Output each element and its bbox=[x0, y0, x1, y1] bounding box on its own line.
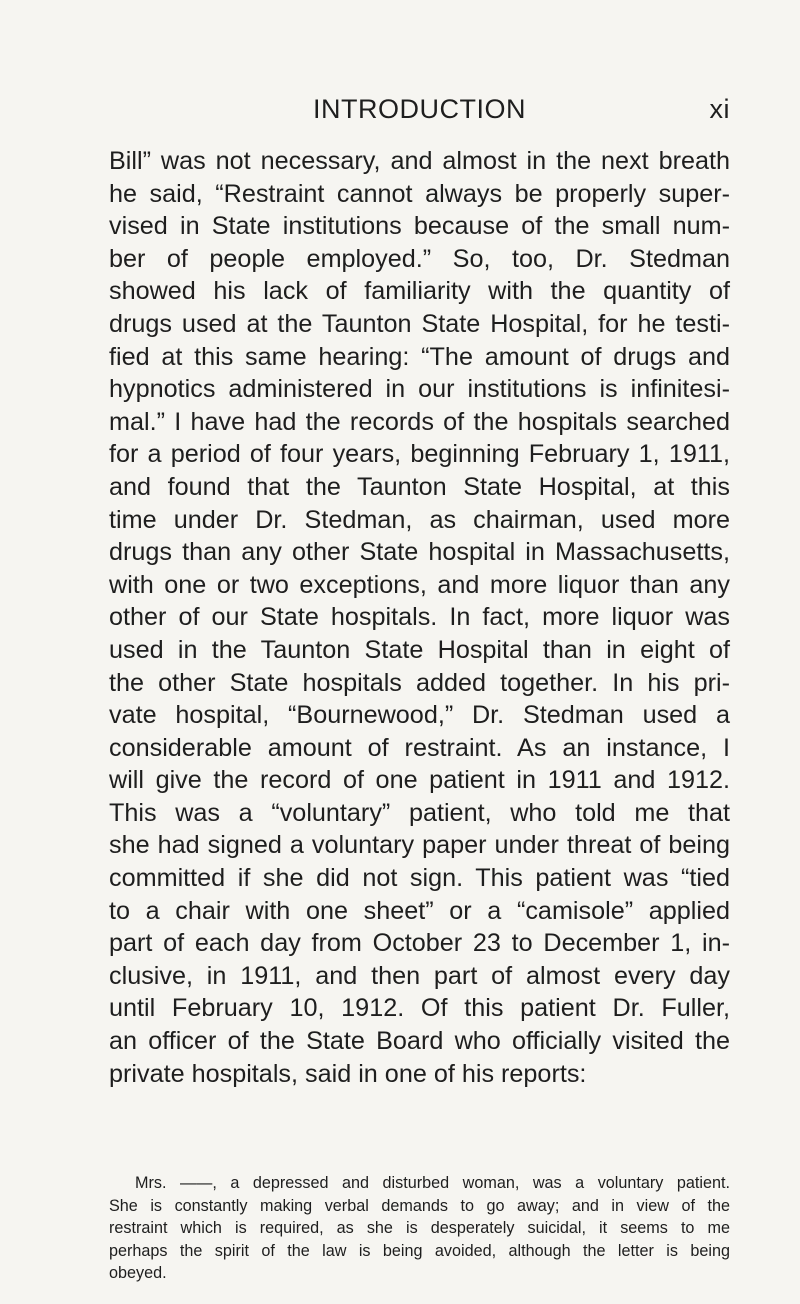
text-line: he said, “Restraint cannot always be properly super- bbox=[109, 179, 730, 208]
excerpt-line: perhaps the spirit of the law is being avoided, although the letter is being bbox=[109, 1241, 730, 1260]
quoted-report-excerpt bbox=[109, 1172, 730, 1285]
excerpt-line: She is constantly making verbal demands to go away; and in view of the bbox=[109, 1196, 730, 1215]
text-line: mal.” I have had the records of the hospitals searched bbox=[109, 407, 730, 436]
excerpt-line: restraint which is required, as she is desperately suicidal, it seems to me bbox=[109, 1219, 730, 1237]
page-number: xi bbox=[709, 94, 730, 124]
text-line: part of each day from October 23 to December 1, in- bbox=[109, 929, 730, 958]
text-line: drugs than any other State hospital in Massachusetts, bbox=[109, 538, 730, 567]
text-line: considerable amount of restraint. As an instance, I bbox=[109, 733, 730, 762]
text-line: clusive, in 1911, and then part of almost every day bbox=[109, 961, 730, 990]
text-line: time under Dr. Stedman, as chairman, used more bbox=[109, 505, 730, 534]
text-line: other of our State hospitals. In fact, more liquor was bbox=[109, 603, 730, 632]
text-line: will give the record of one patient in 1911 and 1912. bbox=[109, 766, 730, 795]
main-text bbox=[109, 145, 730, 1090]
excerpt-line: obeyed. bbox=[109, 1264, 167, 1282]
running-title: INTRODUCTION bbox=[313, 94, 526, 124]
text-line: hypnotics administered in our institutions is infinitesi- bbox=[109, 375, 730, 404]
text-line: for a period of four years, beginning February 1, 1911, bbox=[109, 440, 730, 469]
text-line: This was a “voluntary” patient, who told me that bbox=[109, 798, 730, 827]
text-line: drugs used at the Taunton State Hospital, for he testi- bbox=[109, 309, 730, 338]
text-line: Bill” was not necessary, and almost in the next breath bbox=[109, 147, 730, 175]
text-line: the other State hospitals added together. In his pri- bbox=[109, 668, 730, 697]
text-line: she had signed a voluntary paper under threat of being bbox=[109, 831, 730, 860]
text-line: private hospitals, said in one of his reports: bbox=[109, 1059, 587, 1088]
text-line: fied at this same hearing: “The amount of drugs and bbox=[109, 342, 730, 371]
running-header bbox=[109, 94, 730, 134]
text-line: an officer of the State Board who officially visited the bbox=[109, 1027, 730, 1056]
text-line: vised in State institutions because of the small num- bbox=[109, 212, 730, 241]
text-line: showed his lack of familiarity with the quantity of bbox=[109, 277, 730, 306]
text-line: used in the Taunton State Hospital than in eight of bbox=[109, 635, 730, 664]
text-line: ber of people employed.” So, too, Dr. Stedman bbox=[109, 244, 730, 273]
text-line: with one or two exceptions, and more liquor than any bbox=[109, 570, 730, 599]
text-line: to a chair with one sheet” or a “camisole” applied bbox=[109, 896, 730, 925]
excerpt-line: Mrs. ——, a depressed and disturbed woman, was a voluntary patient. bbox=[135, 1174, 730, 1192]
text-line: vate hospital, “Bournewood,” Dr. Stedman used a bbox=[109, 701, 730, 730]
text-line: and found that the Taunton State Hospital, at this bbox=[109, 472, 730, 501]
text-line: until February 10, 1912. Of this patient Dr. Fuller, bbox=[109, 994, 730, 1023]
text-line: committed if she did not sign. This patient was “tied bbox=[109, 864, 730, 893]
